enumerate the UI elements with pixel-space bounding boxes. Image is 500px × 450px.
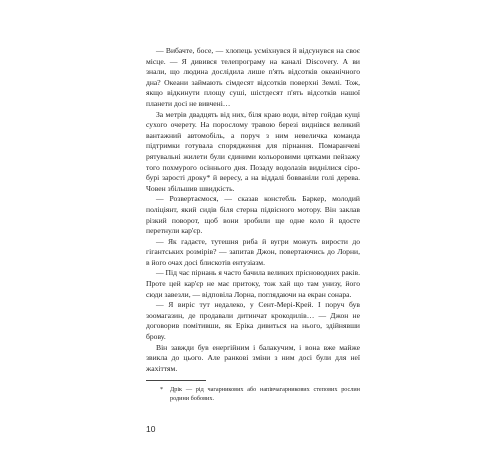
page-number: 10 <box>146 424 156 434</box>
paragraph: За метрів двадцять від них, біля краю води, вітер гойдав кущі сухого очерету. На порослому травою березі виднівся великий вантажний автомобіль, а поруч з ним невеличка команда підтримки готувала спорядження для пірнання. Помаранчеві рятувальні жилети були єдиними кольоровими цятками пейзажу того похмурого осіннього дня. Позаду водолазів виднілися сіро-бурі заростi дроку* й вересу, а на віддалі бовваніли голі дерева. Човен збільшив швидкість. <box>146 109 360 193</box>
body-text <box>146 46 360 374</box>
book-page <box>146 46 360 446</box>
footnote <box>146 386 360 403</box>
footnote-mark: * <box>160 386 164 394</box>
paragraph: — Як гадаєте, тутешня риба й вугри можуть вирости до гігантських розмірів? — запитав Джон, повертаючись до Лорни, в його очах досі блискотів ентузіазм. <box>146 236 360 267</box>
paragraph: — Розвертаємося, — сказав констебль Баркер, молодий поліціянт, який сидів біля стерна підвісного мотору. Він заклав різкий поворот, щоб вони зробили ще одне коло й вдосте перетнули кар'єр. <box>146 194 360 236</box>
paragraph: — Вибачте, босе, — хлопець усміхнувся й відсунувся на своє місце. — Я дивився телепрограму на каналі Discovery. А ви знали, що людина дослідила лише п'ять відсотків океанічного дна? Океани займають сімдесят відсотків поверхні Землі. Тож, якщо відкинути площу суші, шістдесят п'ять відсотків нашої планети досі не вивчені… <box>146 46 360 108</box>
footnote-text: Дрік — рід чагарникових або напівчагарникових степових рослин родини бобових. <box>170 386 360 402</box>
paragraph: Він завжди був енергійним і балакучим, і вона вже майже звикла до цього. Але ранкові зміни з ним досі були для неї жахіттям. <box>146 342 360 373</box>
footnote-divider <box>146 380 206 381</box>
paragraph: — Під час пірнань я часто бачила великих прісноводних раків. Проте цей кар'єр не має притоку, тож хай що там унизу, його сюди завезли, — відповіла Лорна, поглядаючи на екран сонара. <box>146 268 360 299</box>
paragraph: — Я виріс тут недалеко, у Сент-Мері-Крей. І поруч був зоомагазин, де продавали дитинчат крокодилів… — Джон не договорив помітивши, як Еріка дивиться на нього, здійнявши брову. <box>146 300 360 342</box>
